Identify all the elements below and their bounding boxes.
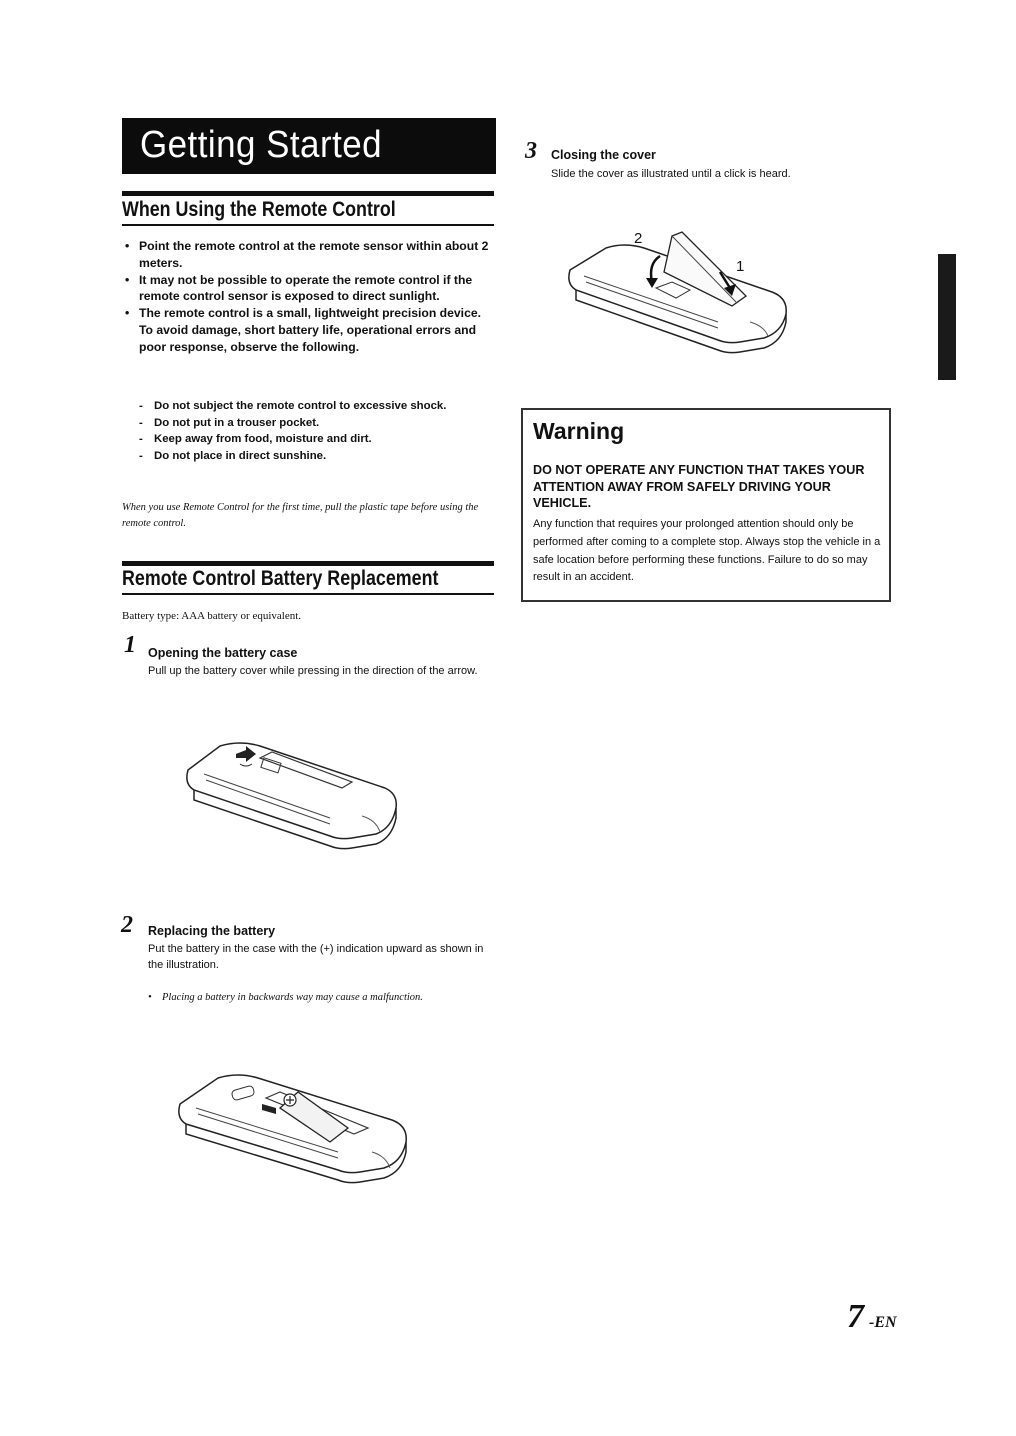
note-bullet: • bbox=[148, 992, 152, 1003]
step-text: Slide the cover as illustrated until a click is heard. bbox=[551, 168, 791, 180]
page-suffix: -EN bbox=[869, 1314, 897, 1331]
section-title-battery: Remote Control Battery Replacement bbox=[122, 567, 439, 590]
battery-note bbox=[148, 990, 452, 1007]
step-text: Put the battery in the case with the (+) indication upward as shown in the illustration. bbox=[148, 943, 484, 972]
page-number: 7 bbox=[847, 1298, 864, 1335]
remote-close-illustration bbox=[560, 226, 796, 358]
sub-list bbox=[136, 398, 486, 464]
list-item: • Point the remote control at the remote sensor within about 2 meters. bbox=[122, 238, 494, 272]
list-item: - Do not place in direct sunshine. bbox=[136, 448, 486, 465]
cover-arrow-label-2: 2 bbox=[634, 230, 643, 247]
step-number: 1 bbox=[124, 632, 136, 658]
bullet-list bbox=[122, 238, 494, 356]
section-rule-bottom bbox=[122, 593, 494, 595]
list-item: - Do not subject the remote control to excessive shock. bbox=[136, 398, 486, 415]
section-rule-top bbox=[122, 191, 494, 196]
warning-headline: DO NOT OPERATE ANY FUNCTION THAT TAKES YOUR ATTENTION AWAY FROM SAFELY DRIVING YOUR VEHICLE. bbox=[533, 463, 865, 510]
step-title: Closing the cover bbox=[551, 148, 656, 162]
battery-type: Battery type: AAA battery or equivalent. bbox=[122, 610, 302, 622]
cover-arrow-label-1: 1 bbox=[736, 258, 745, 275]
page-title: Getting Started bbox=[140, 124, 383, 166]
section-rule-bottom bbox=[122, 224, 494, 226]
note-text: Placing a battery in backwards way may cause a malfunction. bbox=[162, 992, 423, 1003]
section-rule-top bbox=[122, 561, 494, 566]
list-item: • The remote control is a small, lightweight precision device. To avoid damage, short battery life, operational errors and poor response, observe the following. bbox=[122, 305, 494, 355]
side-tab-marker bbox=[938, 254, 956, 380]
step-title: Opening the battery case bbox=[148, 646, 298, 660]
warning-title: Warning bbox=[533, 418, 625, 444]
list-item: - Do not put in a trouser pocket. bbox=[136, 415, 486, 432]
step-number: 2 bbox=[121, 912, 133, 938]
list-item: - Keep away from food, moisture and dirt. bbox=[136, 431, 486, 448]
warning-text: Any function that requires your prolonged attention should only be performed after coming to a complete stop. Always stop the vehicle in a safe location before performing these functions. Failure to do so may result in an accident. bbox=[533, 518, 881, 584]
remote-battery-illustration bbox=[172, 1068, 422, 1186]
section-title-remote-use: When Using the Remote Control bbox=[122, 198, 396, 221]
step-text: Pull up the battery cover while pressing in the direction of the arrow. bbox=[148, 665, 478, 677]
list-item: • It may not be possible to operate the remote control if the remote control sensor is exposed to direct sunlight. bbox=[122, 272, 494, 306]
first-use-note: When you use Remote Control for the first time, pull the plastic tape before using the remote control. bbox=[122, 502, 479, 529]
step-title: Replacing the battery bbox=[148, 924, 276, 938]
step-number: 3 bbox=[525, 138, 537, 164]
remote-open-illustration bbox=[180, 736, 410, 856]
